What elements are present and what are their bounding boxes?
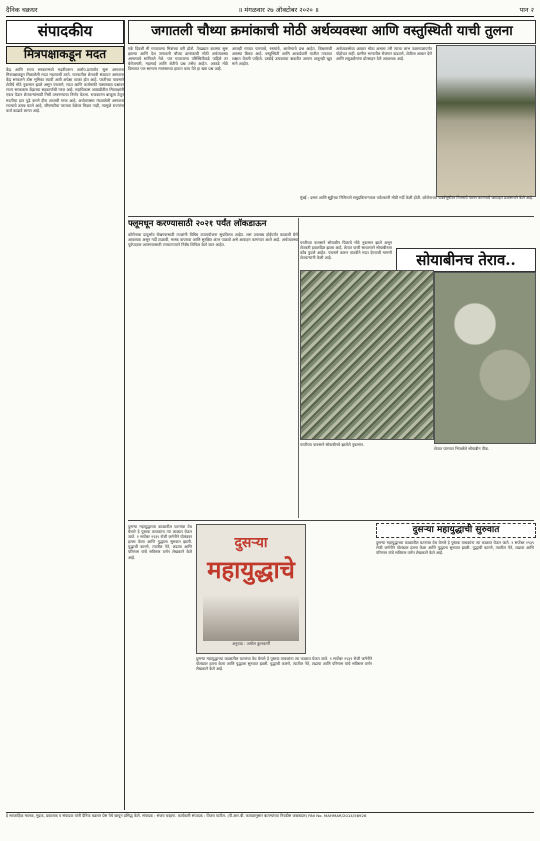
book-title-line1: दुसऱ्या — [234, 535, 268, 551]
beach-photo — [436, 45, 536, 197]
soybean-caption-2: शेतात पाण्यात भिजलेले सोयाबीन पीक. — [434, 446, 490, 451]
editorial-title: संपादकीय — [6, 20, 124, 44]
lockdown-body: कोरोनाचा प्रादुर्भाव रोखण्यासाठी तज्ज्ञांनी विविध उपाययोजना सुचविल्या आहेत. लस उपलब्ध होईपर्यंत काळजी घेणे आवश्यक असून गर्दी टाळावी, मास्क वापरावा आणि सुरक्षित अंतर पाळावे असे आवाहन करण्यात आले आहे. अर्थव्यवस्था पूर्वपदावर आणण्यासाठी टप्प्याटप्प्याने निर्बंध शिथिल केले जात आहेत. — [128, 232, 298, 248]
page-header — [6, 3, 534, 17]
soybean-body: परतीच्या पावसाने सोयाबीन पिकाचे मोठे नुकसान झाले असून शेतकरी हवालदिल झाला आहे. शेतात पाणी साचल्याने सोयाबीनला कोंब फुटले आहेत. पंचनामे करून तातडीने मदत देण्याची मागणी शेतकऱ्यांनी केली आहे. — [300, 240, 392, 261]
main-story-col2: आजही गावात पाण्याचे, रस्त्यांचे, आरोग्याचे प्रश्न आहेत. शिक्षणाची अवस्था बिकट आहे. वस्तुस्थिती आणि आकडेवारी यातील तफावत लक्षात घेतली पाहिजे. दरडोई उत्पन्नाच्या बाबतीत आपण अजूनही खूप मागे आहोत. — [232, 46, 332, 67]
main-story-col1: एके दिवशी मी गावातल्या मित्रांच्या घरी होतो. तेवढ्यात बातम्या सुरू झाल्या आणि देश जगातली चौथ्या क्रमांकाची मोठी अर्थव्यवस्था असल्याचे सांगितले गेले. पण गावातल्या परिस्थितीकडे पाहिले तर बेरोजगारी, महागाई आणि शेतीचे प्रश्न तसेच आहेत. आकडे मोठे दिसतात पण सामान्य माणसाच्या हातात काय येते हा खरा प्रश्न आहे. — [128, 46, 228, 72]
book-review-body-col1: दुसऱ्या महायुद्धाच्या काळातील घटनांचा वेध घेणारे हे पुस्तक वाचकांना त्या काळात घेऊन जाते. १ सप्टेंबर १९३९ रोजी जर्मनीने पोलंडवर हल्ला केला आणि युद्धाला सुरुवात झाली. युद्धाची कारणे, त्यातील नेते, लढाया आणि परिणाम यांचे सविस्तर वर्णन लेखकाने केले आहे. — [128, 524, 192, 560]
editorial-subtitle: मित्रपक्षाकडून मदत — [6, 46, 124, 64]
footer-imprint: हे साप्ताहिक मालक, मुद्रक, प्रकाशक व संपादक यांनी दैनिक चक्रधर प्रेस येथे छापून प्रसिद्ध केले. संपादक : संजय चव्हाण. कार्यकारी संपादक : विजय पाटील. (पी.आर.बी. कायद्यानुसार बातम्यांच्या निवडीस जबाबदार) RNI No. MAHMAR/2014/56926 — [6, 812, 534, 839]
page-number: पान २ — [519, 6, 534, 14]
beach-photo-caption: मुंबई : दसरा आणि सुट्टीच्या निमित्ताने समुद्रकिनाऱ्यावर पर्यटकांनी मोठी गर्दी केली होती. कोरोनाच्या पार्श्वभूमीवर नियमांचे पालन करण्याचे आवाहन प्रशासनाने केले आहे. — [300, 195, 534, 200]
soybean-photo-1 — [300, 270, 434, 440]
soybean-photo-2 — [434, 272, 536, 444]
main-story-col3: अर्थव्यवस्थेचा आकार मोठा असला तरी त्याचा लाभ तळागाळापर्यंत पोहोचत नाही. ग्रामीण भागातील रोजगार वाढवणे, शेतीला आधार देणे आणि लघुउद्योगांना प्रोत्साहन देणे आवश्यक आहे. — [336, 46, 432, 62]
soybean-headline: सोयाबीनच तेराव.. — [396, 248, 536, 272]
book-author: अनुवाद : अमोल कुलकर्णी — [232, 641, 270, 646]
editorial-body: केंद्र आणि राज्य सरकारमध्ये मदतीवरून आरोप-प्रत्यारोप सुरू असताना मित्रपक्षाकडून मिळालेली मदत महत्त्वाची ठरते. राज्यातील शेतकरी संकटात असताना केंद्र सरकारने ठोस भूमिका घ्यावी अशी अपेक्षा व्यक्त होत आहे. परतीच्या पावसाने शेतीचे मोठे नुकसान झाले असून पंचनामे, मदत आणि कर्जमाफी यासारख्या प्रश्नांवर राज्य सरकारला केंद्राच्या सहकार्याची गरज आहे. महाविकास आघाडीतील मित्रपक्षांनी एकत्र येऊन शेतकऱ्यांसाठी निधी उभारण्याचा निर्णय घेतला. राजकारण बाजूला ठेवून मदतीचा हात पुढे करणे हीच आजची गरज आहे. अर्थव्यवस्था मंदावलेली असताना राज्याचे उत्पन्न घटले आहे, जीएसटीचा परतावा वेळेवर मिळत नाही, त्यामुळे राज्यांना कर्ज काढावे लागत आहे. — [6, 67, 124, 113]
rule-divider — [128, 520, 534, 521]
lockdown-headline: फ्लूमधून करण्यासाठी २०२१ पर्यंत लॉकडाऊन — [128, 219, 267, 229]
book-cover-cityscape — [203, 595, 299, 641]
book-title-line2: महायुद्धाचे — [207, 555, 295, 584]
column-divider — [298, 218, 299, 518]
editorial-column — [6, 20, 125, 810]
paper-name: दैनिक चक्रधर — [6, 6, 38, 14]
soybean-caption-1: परतीच्या पावसाने सोयाबीनचे झालेले नुकसान. — [300, 442, 365, 447]
book-review-body-col3: दुसऱ्या महायुद्धाच्या काळातील घटनांचा वेध घेणारे हे पुस्तक वाचकांना त्या काळात घेऊन जाते. १ सप्टेंबर १९३९ रोजी जर्मनीने पोलंडवर हल्ला केला आणि युद्धाला सुरुवात झाली. युद्धाची कारणे, त्यातील नेते, लढाया आणि परिणाम यांचे सविस्तर वर्णन लेखकाने केले आहे. — [376, 540, 534, 556]
book-cover-image — [196, 524, 306, 654]
rule-divider — [128, 216, 534, 217]
issue-date: ॥ मंगळवार २७ ऑक्टोबर २०२० ॥ — [238, 6, 319, 14]
main-headline: जगातली चौथ्या क्रमांकाची मोठी अर्थव्यवस्था आणि वस्तुस्थिती याची तुलना — [128, 20, 536, 44]
book-review-headline: दुसऱ्या महायुद्धाची सुरुवात — [376, 523, 536, 538]
book-review-body-col2: दुसऱ्या महायुद्धाच्या काळातील घटनांचा वेध घेणारे हे पुस्तक वाचकांना त्या काळात घेऊन जाते. १ सप्टेंबर १९३९ रोजी जर्मनीने पोलंडवर हल्ला केला आणि युद्धाला सुरुवात झाली. युद्धाची कारणे, त्यातील नेते, लढाया आणि परिणाम यांचे सविस्तर वर्णन लेखकाने केले आहे. — [196, 656, 372, 672]
